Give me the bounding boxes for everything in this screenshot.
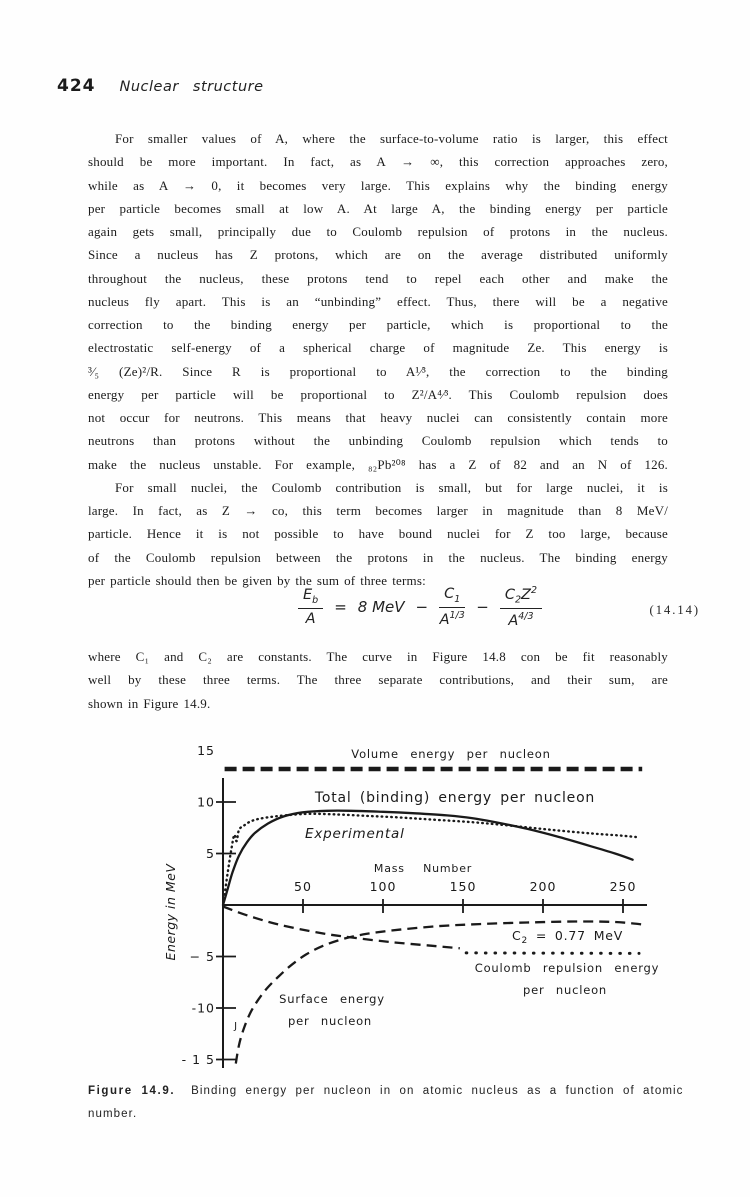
- y-tick-label: - 1 5: [181, 1052, 215, 1067]
- equation-number: (14.14): [649, 603, 700, 617]
- y-tick-label: -10: [191, 1000, 215, 1016]
- series-coulomb-repulsion-energy-per-nucleon-asymptote-: [466, 953, 639, 954]
- text-line: should be more important. In fact, as A → ∞, this correction approaches zero,: [88, 154, 668, 170]
- text-line: particle. Hence it is not possible to have bound nuclei for Z too large, because: [88, 526, 668, 542]
- text-line: shown in Figure 14.9.: [88, 695, 211, 711]
- x-tick-label: 100: [369, 879, 397, 894]
- eq-lhs-fraction: $\frac{E_b}{A}$: [298, 587, 323, 627]
- text-line: nucleus fly apart. This is an “unbinding” effect. Thus, there will be a negative: [88, 293, 668, 309]
- eq-volume-term: 8 MeV: [357, 597, 405, 616]
- text-line: ³⁄₅ (Ze)²/R. Since R is proportional to A¹⁄³, the correction to the binding: [88, 363, 668, 379]
- surface-label-1: Surface energy: [279, 992, 385, 1006]
- eq-surface-fraction: $\frac{C_1}{A^{1/3}}$: [439, 585, 465, 628]
- x-tick-label: 50: [294, 879, 312, 894]
- text-line: throughout the nucleus, these protons tend to repel each other and make the: [88, 270, 668, 286]
- stray-j-mark: J: [234, 1021, 238, 1032]
- mass-number-label: Mass Number: [373, 862, 473, 875]
- body-paragraphs-after-equation: [88, 645, 668, 715]
- text-line: again gets small, principally due to Coulomb repulsion of protons in the nucleus.: [88, 224, 668, 239]
- y-axis-title: Energy in MeV: [163, 863, 178, 961]
- page-number: 424: [57, 76, 96, 96]
- text-line: neutrons than protons without the unbinding Coulomb repulsion which tends to: [88, 433, 668, 449]
- page-header: [57, 76, 264, 96]
- text-line: electrostatic self-energy of a spherical charge of magnitude Ze. This energy is: [88, 340, 668, 356]
- equation-14-14: [298, 585, 542, 629]
- text-line: energy per particle will be proportional to Z²/A⁴⁄³. This Coulomb repulsion does: [88, 386, 668, 402]
- text-line: not occur for neutrons. This means that heavy nuclei can consistently contain more: [88, 410, 668, 425]
- c2-label: $C_2 = 0.77$ MeV: [512, 928, 624, 946]
- figure-caption: [88, 1080, 698, 1126]
- text-line: Since a nucleus has Z protons, which are on the average distributed uniformly: [88, 247, 668, 263]
- running-title: Nuclear structure: [119, 79, 264, 95]
- x-tick-label: 150: [449, 879, 477, 894]
- experimental-label: Experimental: [305, 826, 405, 842]
- text-line: per particle should then be given by the sum of three terms:: [88, 572, 426, 588]
- text-line: while as A → 0, it becomes very large. This explains why the binding energy: [88, 177, 668, 193]
- text-line: For smaller values of A, where the surface-to-volume ratio is larger, this effect: [115, 131, 668, 146]
- figure-caption-text-2: number.: [88, 1108, 138, 1120]
- coulomb-label-2: per nucleon: [522, 983, 608, 997]
- figure-caption-text: Binding energy per nucleon in on atomic nucleus as a function of atomic: [191, 1085, 684, 1097]
- eq-minus-1: −: [415, 597, 429, 616]
- text-line: of the Coulomb repulsion between the protons in the nucleus. The binding energy: [88, 549, 668, 565]
- eq-equals: =: [334, 597, 347, 616]
- coulomb-label-1: Coulomb repulsion energy: [474, 961, 660, 975]
- x-tick-label: 250: [609, 879, 637, 894]
- series-experimental: [225, 814, 636, 895]
- text-line: For small nuclei, the Coulomb contribution is small, but for large nuclei, it is: [115, 479, 668, 495]
- text-line: make the nucleus unstable. For example, ₈₂Pb²⁰⁸ has a Z of 82 and an N of 126.: [88, 456, 668, 472]
- y-tick-label: 15: [197, 743, 215, 758]
- eq-minus-2: −: [476, 597, 489, 616]
- x-tick-label: 200: [529, 879, 557, 894]
- text-line: where C₁ and C₂ are constants. The curve in Figure 14.8 con be fit reasonably: [88, 649, 668, 664]
- text-line: per particle becomes small at low A. At large A, the binding energy per particle: [88, 200, 668, 216]
- text-line: large. In fact, as Z → co, this term becomes larger in magnitude than 8 MeV/: [88, 503, 668, 518]
- figure-14-9-chart: [55, 742, 715, 1087]
- surface-label-2: per nucleon: [287, 1014, 373, 1028]
- eq-coulomb-fraction: $\frac{C_2Z^2}{A^{4/3}}$: [500, 585, 542, 629]
- y-tick-label: − 5: [189, 949, 215, 964]
- volume-label: Volume energy per nucleon: [351, 747, 551, 761]
- y-tick-label: 10: [197, 794, 215, 810]
- y-tick-label: 5: [206, 846, 215, 861]
- figure-caption-label: Figure 14.9.: [88, 1085, 176, 1097]
- body-paragraphs: [88, 127, 668, 592]
- series-total-binding-energy-per-nucleon: [223, 811, 633, 905]
- total-label: Total (binding) energy per nucleon: [314, 790, 596, 806]
- text-line: correction to the binding energy per particle, which is proportional to the: [88, 317, 668, 332]
- equation-block: [88, 585, 700, 641]
- text-line: well by these three terms. The three separate contributions, and their sum, are: [88, 672, 668, 688]
